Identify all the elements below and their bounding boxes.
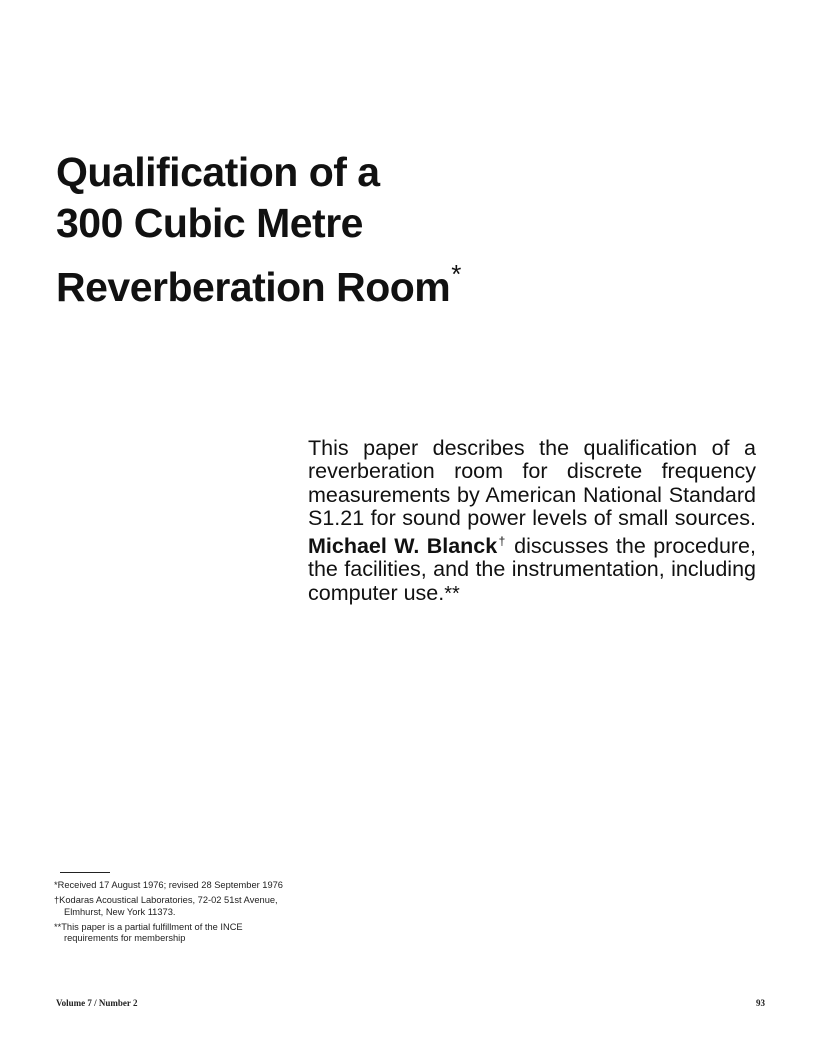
footnote-text: Received 17 August 1976; revised 28 September 1976 xyxy=(57,880,283,890)
footnotes xyxy=(54,880,294,948)
title-line-3-text: Reverberation Room xyxy=(56,264,451,310)
abstract-text-rest: discusses the procedure, the facilities, and the instrumentation, including computer use. xyxy=(308,534,756,605)
abstract-text-intro: This paper describes the qualification of a reverberation room for discrete frequency measurements by American National Standard S1.21 for sound power levels of small sources. xyxy=(308,436,756,530)
author-name xyxy=(308,534,507,558)
page-number: 93 xyxy=(756,998,765,1008)
title-line-3 xyxy=(56,249,461,313)
journal-issue: Volume 7 / Number 2 xyxy=(56,998,138,1008)
abstract xyxy=(308,437,756,606)
abstract-footnote-mark: ** xyxy=(444,582,460,605)
author-name-text: Michael W. Blanck xyxy=(308,534,498,559)
paper-title xyxy=(56,147,461,313)
footnote-membership xyxy=(54,922,294,945)
author-footnote-mark: † xyxy=(497,534,507,549)
footnote-affiliation xyxy=(54,895,294,918)
footnote-text: Kodaras Acoustical Laboratories, 72-02 51st Avenue, Elmhurst, New York 11373. xyxy=(59,895,278,917)
footnote-mark: * xyxy=(54,880,58,890)
title-line-2: 300 Cubic Metre xyxy=(56,200,363,246)
footnote-mark: † xyxy=(54,895,60,906)
title-footnote-mark: * xyxy=(451,259,461,289)
footnote-divider xyxy=(60,872,110,873)
footnote-text: This paper is a partial fulfillment of the INCE requirements for membership xyxy=(61,921,243,944)
footnote-mark: ** xyxy=(54,921,62,932)
footnote-received xyxy=(54,880,294,891)
title-line-1: Qualification of a xyxy=(56,149,380,195)
